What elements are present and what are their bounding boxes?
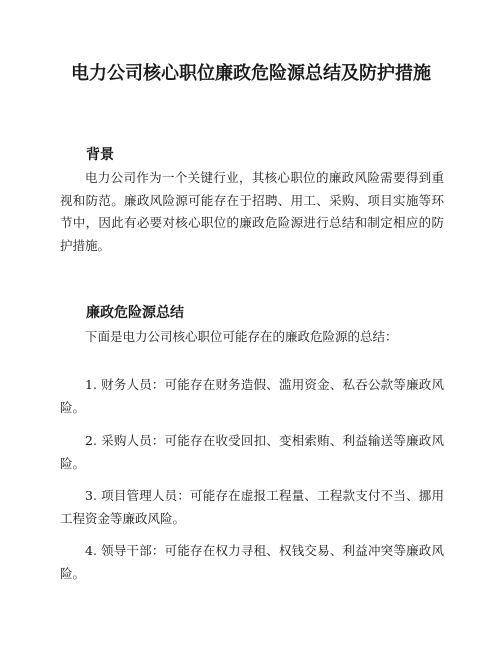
list-item: 4. 领导干部：可能存在权力寻租、权钱交易、利益冲突等廉政风险。 xyxy=(60,543,444,581)
section-heading-background: 背景 xyxy=(86,147,114,163)
background-paragraph: 电力公司作为一个关键行业，其核心职位的廉政风险需要得到重视和防范。廉政风险源可能存在于招聘、用工、采购、项目实施等环节中，因此有必要对核心职位的廉政危险源进行总结和制定相应的防护措施。 xyxy=(60,170,444,253)
list-item: 1. 财务人员：可能存在财务造假、滥用资金、私吞公款等廉政风险。 xyxy=(60,377,444,415)
list-item: 3. 项目管理人员：可能存在虚报工程量、工程款支付不当、挪用工程资金等廉政风险。 xyxy=(60,488,444,526)
list-item: 2. 采购人员：可能存在收受回扣、变相索贿、利益输送等廉政风险。 xyxy=(60,433,444,471)
risk-summary-intro: 下面是电力公司核心职位可能存在的廉政危险源的总结： xyxy=(85,329,398,344)
document-title: 电力公司核心职位廉政危险源总结及防护措施 xyxy=(71,63,431,84)
section-heading-risk-summary: 廉政危险源总结 xyxy=(86,305,184,321)
